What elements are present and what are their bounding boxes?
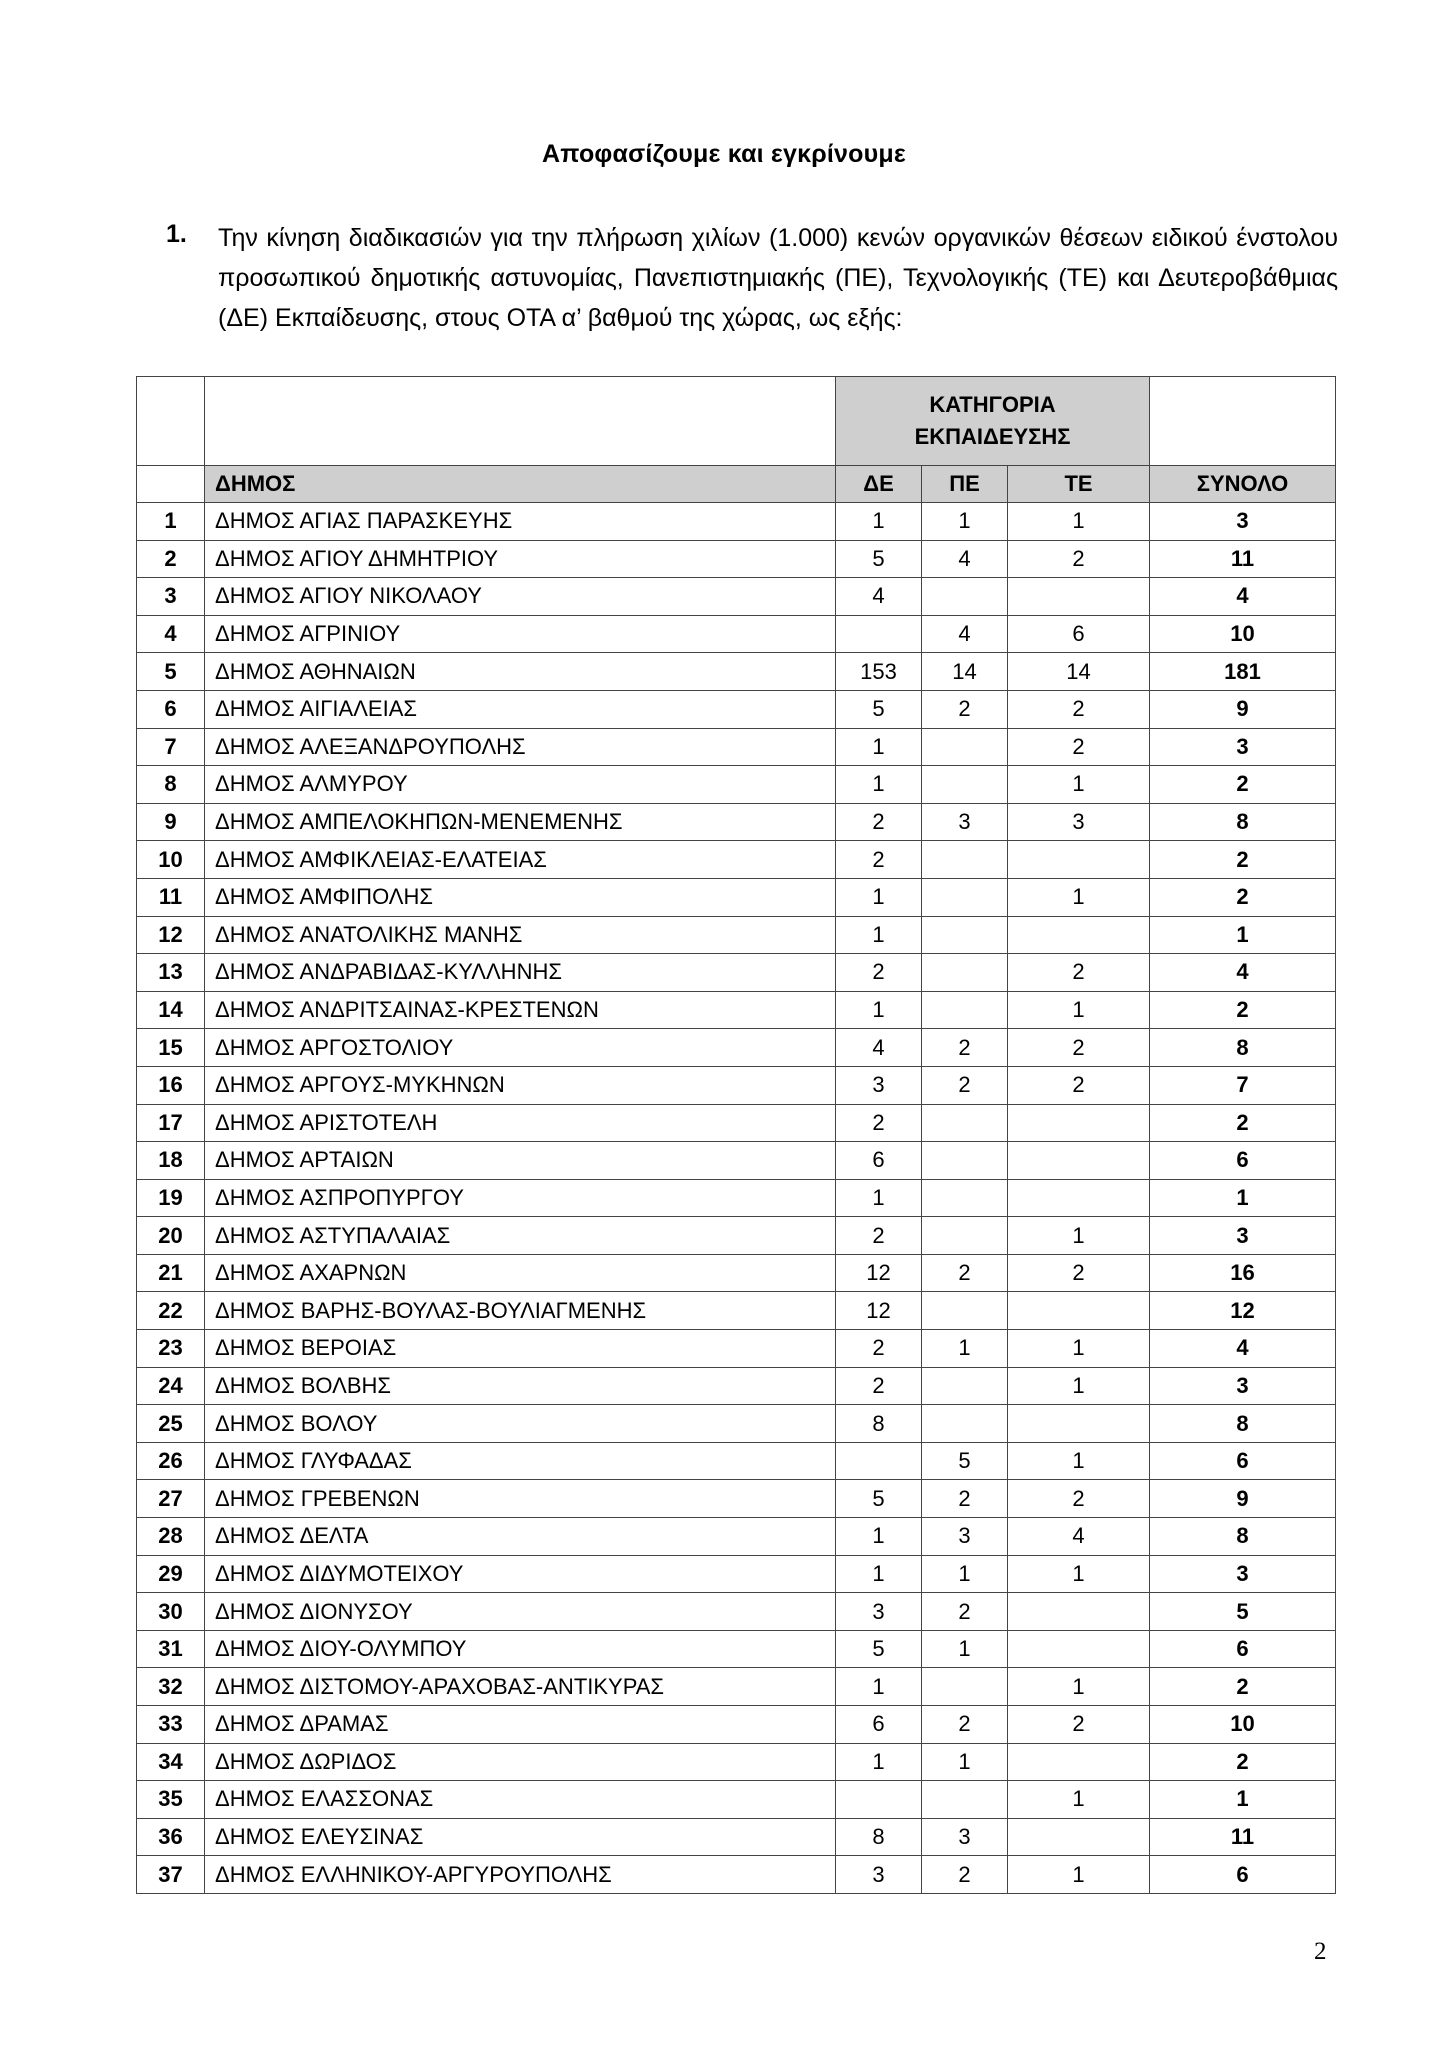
row-index: 14 (137, 991, 205, 1029)
te-cell (1008, 1743, 1150, 1781)
pe-cell: 2 (922, 1480, 1008, 1518)
row-index: 8 (137, 766, 205, 804)
table-row (137, 1179, 1336, 1217)
te-cell (1008, 1142, 1150, 1180)
table-row (137, 954, 1336, 992)
row-index: 3 (137, 578, 205, 616)
municipality-cell: ΔΗΜΟΣ ΑΓΙΑΣ ΠΑΡΑΣΚΕΥΗΣ (205, 503, 836, 541)
total-cell: 3 (1150, 1555, 1336, 1593)
row-index: 28 (137, 1518, 205, 1556)
table-row (137, 766, 1336, 804)
total-cell: 1 (1150, 1179, 1336, 1217)
total-cell: 9 (1150, 690, 1336, 728)
total-cell: 6 (1150, 1630, 1336, 1668)
table-row (137, 1781, 1336, 1819)
total-cell: 3 (1150, 1367, 1336, 1405)
pe-cell (922, 878, 1008, 916)
table-row (137, 540, 1336, 578)
table-row (137, 1555, 1336, 1593)
municipality-cell: ΔΗΜΟΣ ΑΣΠΡΟΠΥΡΓΟΥ (205, 1179, 836, 1217)
total-cell: 5 (1150, 1593, 1336, 1631)
pe-cell: 3 (922, 1818, 1008, 1856)
de-cell: 2 (836, 954, 922, 992)
pe-cell (922, 1668, 1008, 1706)
table-row (137, 1480, 1336, 1518)
te-cell: 2 (1008, 1480, 1150, 1518)
de-cell: 1 (836, 766, 922, 804)
row-index: 12 (137, 916, 205, 954)
total-cell: 4 (1150, 578, 1336, 616)
de-cell: 1 (836, 1518, 922, 1556)
municipality-cell: ΔΗΜΟΣ ΕΛΕΥΣΙΝΑΣ (205, 1818, 836, 1856)
total-cell: 10 (1150, 1706, 1336, 1744)
total-cell: 8 (1150, 1029, 1336, 1067)
table-row (137, 578, 1336, 616)
te-cell (1008, 916, 1150, 954)
pe-cell: 1 (922, 1630, 1008, 1668)
pe-cell (922, 1142, 1008, 1180)
row-index: 34 (137, 1743, 205, 1781)
te-cell (1008, 1630, 1150, 1668)
table-row (137, 878, 1336, 916)
municipality-cell: ΔΗΜΟΣ ΔΙΟΝΥΣΟΥ (205, 1593, 836, 1631)
table-row (137, 1330, 1336, 1368)
table-row (137, 841, 1336, 879)
pe-cell: 4 (922, 540, 1008, 578)
municipality-cell: ΔΗΜΟΣ ΑΣΤΥΠΑΛΑΙΑΣ (205, 1217, 836, 1255)
municipality-cell: ΔΗΜΟΣ ΔΙΟΥ-ΟΛΥΜΠΟΥ (205, 1630, 836, 1668)
row-index: 16 (137, 1066, 205, 1104)
pe-cell: 2 (922, 1066, 1008, 1104)
municipality-cell: ΔΗΜΟΣ ΑΓΙΟΥ ΝΙΚΟΛΑΟΥ (205, 578, 836, 616)
te-cell (1008, 841, 1150, 879)
table-row (137, 1668, 1336, 1706)
te-cell: 2 (1008, 728, 1150, 766)
te-cell (1008, 1405, 1150, 1443)
table-row (137, 1066, 1336, 1104)
te-cell: 1 (1008, 1217, 1150, 1255)
row-index: 1 (137, 503, 205, 541)
table-row (137, 1743, 1336, 1781)
de-cell: 1 (836, 1179, 922, 1217)
row-index: 36 (137, 1818, 205, 1856)
te-cell: 2 (1008, 1254, 1150, 1292)
municipality-cell: ΔΗΜΟΣ ΕΛΛΗΝΙΚΟΥ-ΑΡΓΥΡΟΥΠΟΛΗΣ (205, 1856, 836, 1894)
pe-cell: 1 (922, 1555, 1008, 1593)
de-cell: 1 (836, 1743, 922, 1781)
row-index: 7 (137, 728, 205, 766)
total-cell: 12 (1150, 1292, 1336, 1330)
row-index: 29 (137, 1555, 205, 1593)
total-cell: 8 (1150, 803, 1336, 841)
row-index: 20 (137, 1217, 205, 1255)
municipality-cell: ΔΗΜΟΣ ΔΩΡΙΔΟΣ (205, 1743, 836, 1781)
pe-cell: 5 (922, 1442, 1008, 1480)
row-index: 17 (137, 1104, 205, 1142)
pe-cell (922, 991, 1008, 1029)
municipality-cell: ΔΗΜΟΣ ΒΟΛΟΥ (205, 1405, 836, 1443)
row-index: 23 (137, 1330, 205, 1368)
de-cell: 2 (836, 1367, 922, 1405)
pe-cell: 1 (922, 1330, 1008, 1368)
de-cell: 1 (836, 1555, 922, 1593)
table-row (137, 1142, 1336, 1180)
pe-cell: 14 (922, 653, 1008, 691)
table-row (137, 1856, 1336, 1894)
de-cell: 3 (836, 1593, 922, 1631)
total-cell: 2 (1150, 991, 1336, 1029)
pe-cell: 1 (922, 503, 1008, 541)
de-cell: 12 (836, 1292, 922, 1330)
table-row (137, 1518, 1336, 1556)
te-cell: 1 (1008, 1856, 1150, 1894)
de-cell: 4 (836, 578, 922, 616)
total-cell: 11 (1150, 1818, 1336, 1856)
municipality-cell: ΔΗΜΟΣ ΑΘΗΝΑΙΩΝ (205, 653, 836, 691)
pe-cell (922, 841, 1008, 879)
de-cell: 5 (836, 1630, 922, 1668)
table-row (137, 1818, 1336, 1856)
municipality-cell: ΔΗΜΟΣ ΑΡΙΣΤΟΤΕΛΗ (205, 1104, 836, 1142)
de-cell (836, 1781, 922, 1819)
te-cell: 2 (1008, 1066, 1150, 1104)
de-cell: 153 (836, 653, 922, 691)
total-cell: 10 (1150, 615, 1336, 653)
row-index: 5 (137, 653, 205, 691)
positions-table (136, 376, 1336, 1894)
table-row (137, 1405, 1336, 1443)
table-row (137, 1442, 1336, 1480)
table-row (137, 803, 1336, 841)
pe-cell: 4 (922, 615, 1008, 653)
pe-cell (922, 1179, 1008, 1217)
de-cell: 4 (836, 1029, 922, 1067)
table-row (137, 653, 1336, 691)
de-cell: 2 (836, 1217, 922, 1255)
municipality-cell: ΔΗΜΟΣ ΔΙΔΥΜΟΤΕΙΧΟΥ (205, 1555, 836, 1593)
de-cell: 1 (836, 1668, 922, 1706)
row-index: 26 (137, 1442, 205, 1480)
municipality-cell: ΔΗΜΟΣ ΔΡΑΜΑΣ (205, 1706, 836, 1744)
pe-cell (922, 1367, 1008, 1405)
te-cell: 1 (1008, 1668, 1150, 1706)
te-cell: 4 (1008, 1518, 1150, 1556)
total-cell: 11 (1150, 540, 1336, 578)
category-header-text: ΚΑΤΗΓΟΡΙΑ ΕΚΠΑΙΔΕΥΣΗΣ (914, 392, 1071, 449)
row-index: 2 (137, 540, 205, 578)
municipality-cell: ΔΗΜΟΣ ΓΛΥΦΑΔΑΣ (205, 1442, 836, 1480)
table-row (137, 1104, 1336, 1142)
de-cell (836, 615, 922, 653)
row-index: 32 (137, 1668, 205, 1706)
row-index: 9 (137, 803, 205, 841)
total-cell: 181 (1150, 653, 1336, 691)
total-cell: 3 (1150, 1217, 1336, 1255)
municipality-cell: ΔΗΜΟΣ ΑΝΑΤΟΛΙΚΗΣ ΜΑΝΗΣ (205, 916, 836, 954)
table-row (137, 916, 1336, 954)
pe-cell: 3 (922, 803, 1008, 841)
de-cell: 3 (836, 1856, 922, 1894)
te-cell: 2 (1008, 954, 1150, 992)
total-cell: 2 (1150, 878, 1336, 916)
table-row (137, 991, 1336, 1029)
page-number: 2 (1314, 1938, 1327, 1965)
de-cell: 1 (836, 916, 922, 954)
row-index: 15 (137, 1029, 205, 1067)
de-cell: 2 (836, 1330, 922, 1368)
pe-cell: 2 (922, 1029, 1008, 1067)
te-cell: 14 (1008, 653, 1150, 691)
total-cell: 7 (1150, 1066, 1336, 1104)
row-index: 33 (137, 1706, 205, 1744)
pe-cell (922, 1217, 1008, 1255)
row-index: 31 (137, 1630, 205, 1668)
pe-cell (922, 766, 1008, 804)
table-row (137, 503, 1336, 541)
de-cell: 1 (836, 878, 922, 916)
de-cell: 1 (836, 503, 922, 541)
row-index: 35 (137, 1781, 205, 1819)
total-cell: 6 (1150, 1856, 1336, 1894)
pe-cell (922, 1405, 1008, 1443)
municipality-cell: ΔΗΜΟΣ ΑΜΦΙΚΛΕΙΑΣ-ΕΛΑΤΕΙΑΣ (205, 841, 836, 879)
pe-cell (922, 728, 1008, 766)
pe-cell (922, 954, 1008, 992)
total-cell: 2 (1150, 766, 1336, 804)
te-cell (1008, 1593, 1150, 1631)
municipality-cell: ΔΗΜΟΣ ΑΡΓΟΣΤΟΛΙΟΥ (205, 1029, 836, 1067)
column-header-row (137, 466, 1336, 503)
row-index: 19 (137, 1179, 205, 1217)
de-cell: 2 (836, 1104, 922, 1142)
municipality-cell: ΔΗΜΟΣ ΑΛΜΥΡΟΥ (205, 766, 836, 804)
total-cell: 1 (1150, 1781, 1336, 1819)
table-body (137, 503, 1336, 1894)
te-cell: 2 (1008, 540, 1150, 578)
category-header (836, 377, 1150, 466)
pe-cell (922, 1292, 1008, 1330)
row-index: 11 (137, 878, 205, 916)
te-cell (1008, 1818, 1150, 1856)
table-row (137, 728, 1336, 766)
de-cell: 5 (836, 1480, 922, 1518)
pe-cell: 2 (922, 690, 1008, 728)
total-cell: 16 (1150, 1254, 1336, 1292)
total-cell: 4 (1150, 954, 1336, 992)
pe-cell: 1 (922, 1743, 1008, 1781)
municipality-cell: ΔΗΜΟΣ ΔΕΛΤΑ (205, 1518, 836, 1556)
pe-cell: 3 (922, 1518, 1008, 1556)
table-row (137, 690, 1336, 728)
pe-cell (922, 916, 1008, 954)
table-row (137, 1029, 1336, 1067)
pe-cell (922, 1781, 1008, 1819)
municipality-cell: ΔΗΜΟΣ ΑΜΦΙΠΟΛΗΣ (205, 878, 836, 916)
row-index: 24 (137, 1367, 205, 1405)
municipality-cell: ΔΗΜΟΣ ΑΝΔΡΑΒΙΔΑΣ-ΚΥΛΛΗΝΗΣ (205, 954, 836, 992)
table-row (137, 615, 1336, 653)
row-index: 13 (137, 954, 205, 992)
total-cell: 2 (1150, 1668, 1336, 1706)
total-cell: 6 (1150, 1442, 1336, 1480)
document-heading: Αποφασίζουμε και εγκρίνουμε (542, 140, 906, 168)
pe-cell: 2 (922, 1706, 1008, 1744)
row-index: 25 (137, 1405, 205, 1443)
de-cell: 6 (836, 1706, 922, 1744)
municipality-cell: ΔΗΜΟΣ ΒΑΡΗΣ-ΒΟΥΛΑΣ-ΒΟΥΛΙΑΓΜΕΝΗΣ (205, 1292, 836, 1330)
municipality-cell: ΔΗΜΟΣ ΒΟΛΒΗΣ (205, 1367, 836, 1405)
te-cell: 2 (1008, 1706, 1150, 1744)
municipality-cell: ΔΗΜΟΣ ΒΕΡΟΙΑΣ (205, 1330, 836, 1368)
total-cell: 8 (1150, 1405, 1336, 1443)
de-cell: 1 (836, 991, 922, 1029)
total-cell: 8 (1150, 1518, 1336, 1556)
te-cell: 1 (1008, 1781, 1150, 1819)
municipality-cell: ΔΗΜΟΣ ΑΓΡΙΝΙΟΥ (205, 615, 836, 653)
item-number: 1. (166, 220, 187, 248)
table-row (137, 1292, 1336, 1330)
municipality-cell: ΔΗΜΟΣ ΔΙΣΤΟΜΟΥ-ΑΡΑΧΟΒΑΣ-ΑΝΤΙΚΥΡΑΣ (205, 1668, 836, 1706)
te-cell (1008, 1104, 1150, 1142)
te-cell: 2 (1008, 1029, 1150, 1067)
table-row (137, 1593, 1336, 1631)
te-cell: 1 (1008, 1367, 1150, 1405)
de-cell: 2 (836, 841, 922, 879)
de-cell: 12 (836, 1254, 922, 1292)
de-cell: 1 (836, 728, 922, 766)
total-cell: 6 (1150, 1142, 1336, 1180)
te-cell (1008, 1292, 1150, 1330)
header-de: ΔΕ (836, 466, 922, 503)
te-cell: 3 (1008, 803, 1150, 841)
de-cell: 8 (836, 1818, 922, 1856)
total-cell: 2 (1150, 1743, 1336, 1781)
table-row (137, 1217, 1336, 1255)
municipality-cell: ΔΗΜΟΣ ΑΡΓΟΥΣ-ΜΥΚΗΝΩΝ (205, 1066, 836, 1104)
total-cell: 3 (1150, 503, 1336, 541)
header-municipality: ΔΗΜΟΣ (205, 466, 836, 503)
de-cell: 3 (836, 1066, 922, 1104)
municipality-cell: ΔΗΜΟΣ ΑΡΤΑΙΩΝ (205, 1142, 836, 1180)
municipality-cell: ΔΗΜΟΣ ΑΜΠΕΛΟΚΗΠΩΝ-ΜΕΝΕΜΕΝΗΣ (205, 803, 836, 841)
pe-cell (922, 1104, 1008, 1142)
table-row (137, 1254, 1336, 1292)
de-cell: 2 (836, 803, 922, 841)
total-cell: 3 (1150, 728, 1336, 766)
pe-cell (922, 578, 1008, 616)
municipality-cell: ΔΗΜΟΣ ΑΙΓΙΑΛΕΙΑΣ (205, 690, 836, 728)
te-cell: 2 (1008, 690, 1150, 728)
row-index: 4 (137, 615, 205, 653)
municipality-cell: ΔΗΜΟΣ ΑΓΙΟΥ ΔΗΜΗΤΡΙΟΥ (205, 540, 836, 578)
municipality-cell: ΔΗΜΟΣ ΑΝΔΡΙΤΣΑΙΝΑΣ-ΚΡΕΣΤΕΝΩΝ (205, 991, 836, 1029)
te-cell: 1 (1008, 878, 1150, 916)
total-cell: 4 (1150, 1330, 1336, 1368)
header-pe: ΠΕ (922, 466, 1008, 503)
municipality-cell: ΔΗΜΟΣ ΕΛΑΣΣΟΝΑΣ (205, 1781, 836, 1819)
row-index: 30 (137, 1593, 205, 1631)
item-paragraph: Την κίνηση διαδικασιών για την πλήρωση χιλίων (1.000) κενών οργανικών θέσεων ειδικού ένστολου προσωπικού δημοτικής αστυνομίας, Πανεπιστημιακής (ΠΕ), Τεχνολογικής (ΤΕ) και Δευτεροβάθμιας (ΔΕ) Εκπαίδευσης, στους ΟΤΑ α’ βαθμού της χώρας, ως εξής: (218, 224, 1338, 332)
pe-cell: 2 (922, 1856, 1008, 1894)
de-cell (836, 1442, 922, 1480)
table-row (137, 1367, 1336, 1405)
category-header-row (137, 377, 1336, 466)
te-cell: 1 (1008, 1442, 1150, 1480)
te-cell (1008, 578, 1150, 616)
row-index: 6 (137, 690, 205, 728)
row-index: 27 (137, 1480, 205, 1518)
municipality-cell: ΔΗΜΟΣ ΑΧΑΡΝΩΝ (205, 1254, 836, 1292)
total-cell: 2 (1150, 841, 1336, 879)
header-te: ΤΕ (1008, 466, 1150, 503)
te-cell: 1 (1008, 991, 1150, 1029)
de-cell: 6 (836, 1142, 922, 1180)
municipality-cell: ΔΗΜΟΣ ΑΛΕΞΑΝΔΡΟΥΠΟΛΗΣ (205, 728, 836, 766)
de-cell: 5 (836, 540, 922, 578)
total-cell: 2 (1150, 1104, 1336, 1142)
row-index: 22 (137, 1292, 205, 1330)
te-cell: 1 (1008, 1555, 1150, 1593)
row-index: 37 (137, 1856, 205, 1894)
te-cell: 6 (1008, 615, 1150, 653)
te-cell: 1 (1008, 503, 1150, 541)
te-cell: 1 (1008, 766, 1150, 804)
row-index: 21 (137, 1254, 205, 1292)
total-cell: 9 (1150, 1480, 1336, 1518)
table-row (137, 1706, 1336, 1744)
header-total: ΣΥΝΟΛΟ (1150, 466, 1336, 503)
table-row (137, 1630, 1336, 1668)
te-cell (1008, 1179, 1150, 1217)
de-cell: 5 (836, 690, 922, 728)
pe-cell: 2 (922, 1593, 1008, 1631)
te-cell: 1 (1008, 1330, 1150, 1368)
row-index: 10 (137, 841, 205, 879)
pe-cell: 2 (922, 1254, 1008, 1292)
row-index: 18 (137, 1142, 205, 1180)
total-cell: 1 (1150, 916, 1336, 954)
municipality-cell: ΔΗΜΟΣ ΓΡΕΒΕΝΩΝ (205, 1480, 836, 1518)
de-cell: 8 (836, 1405, 922, 1443)
